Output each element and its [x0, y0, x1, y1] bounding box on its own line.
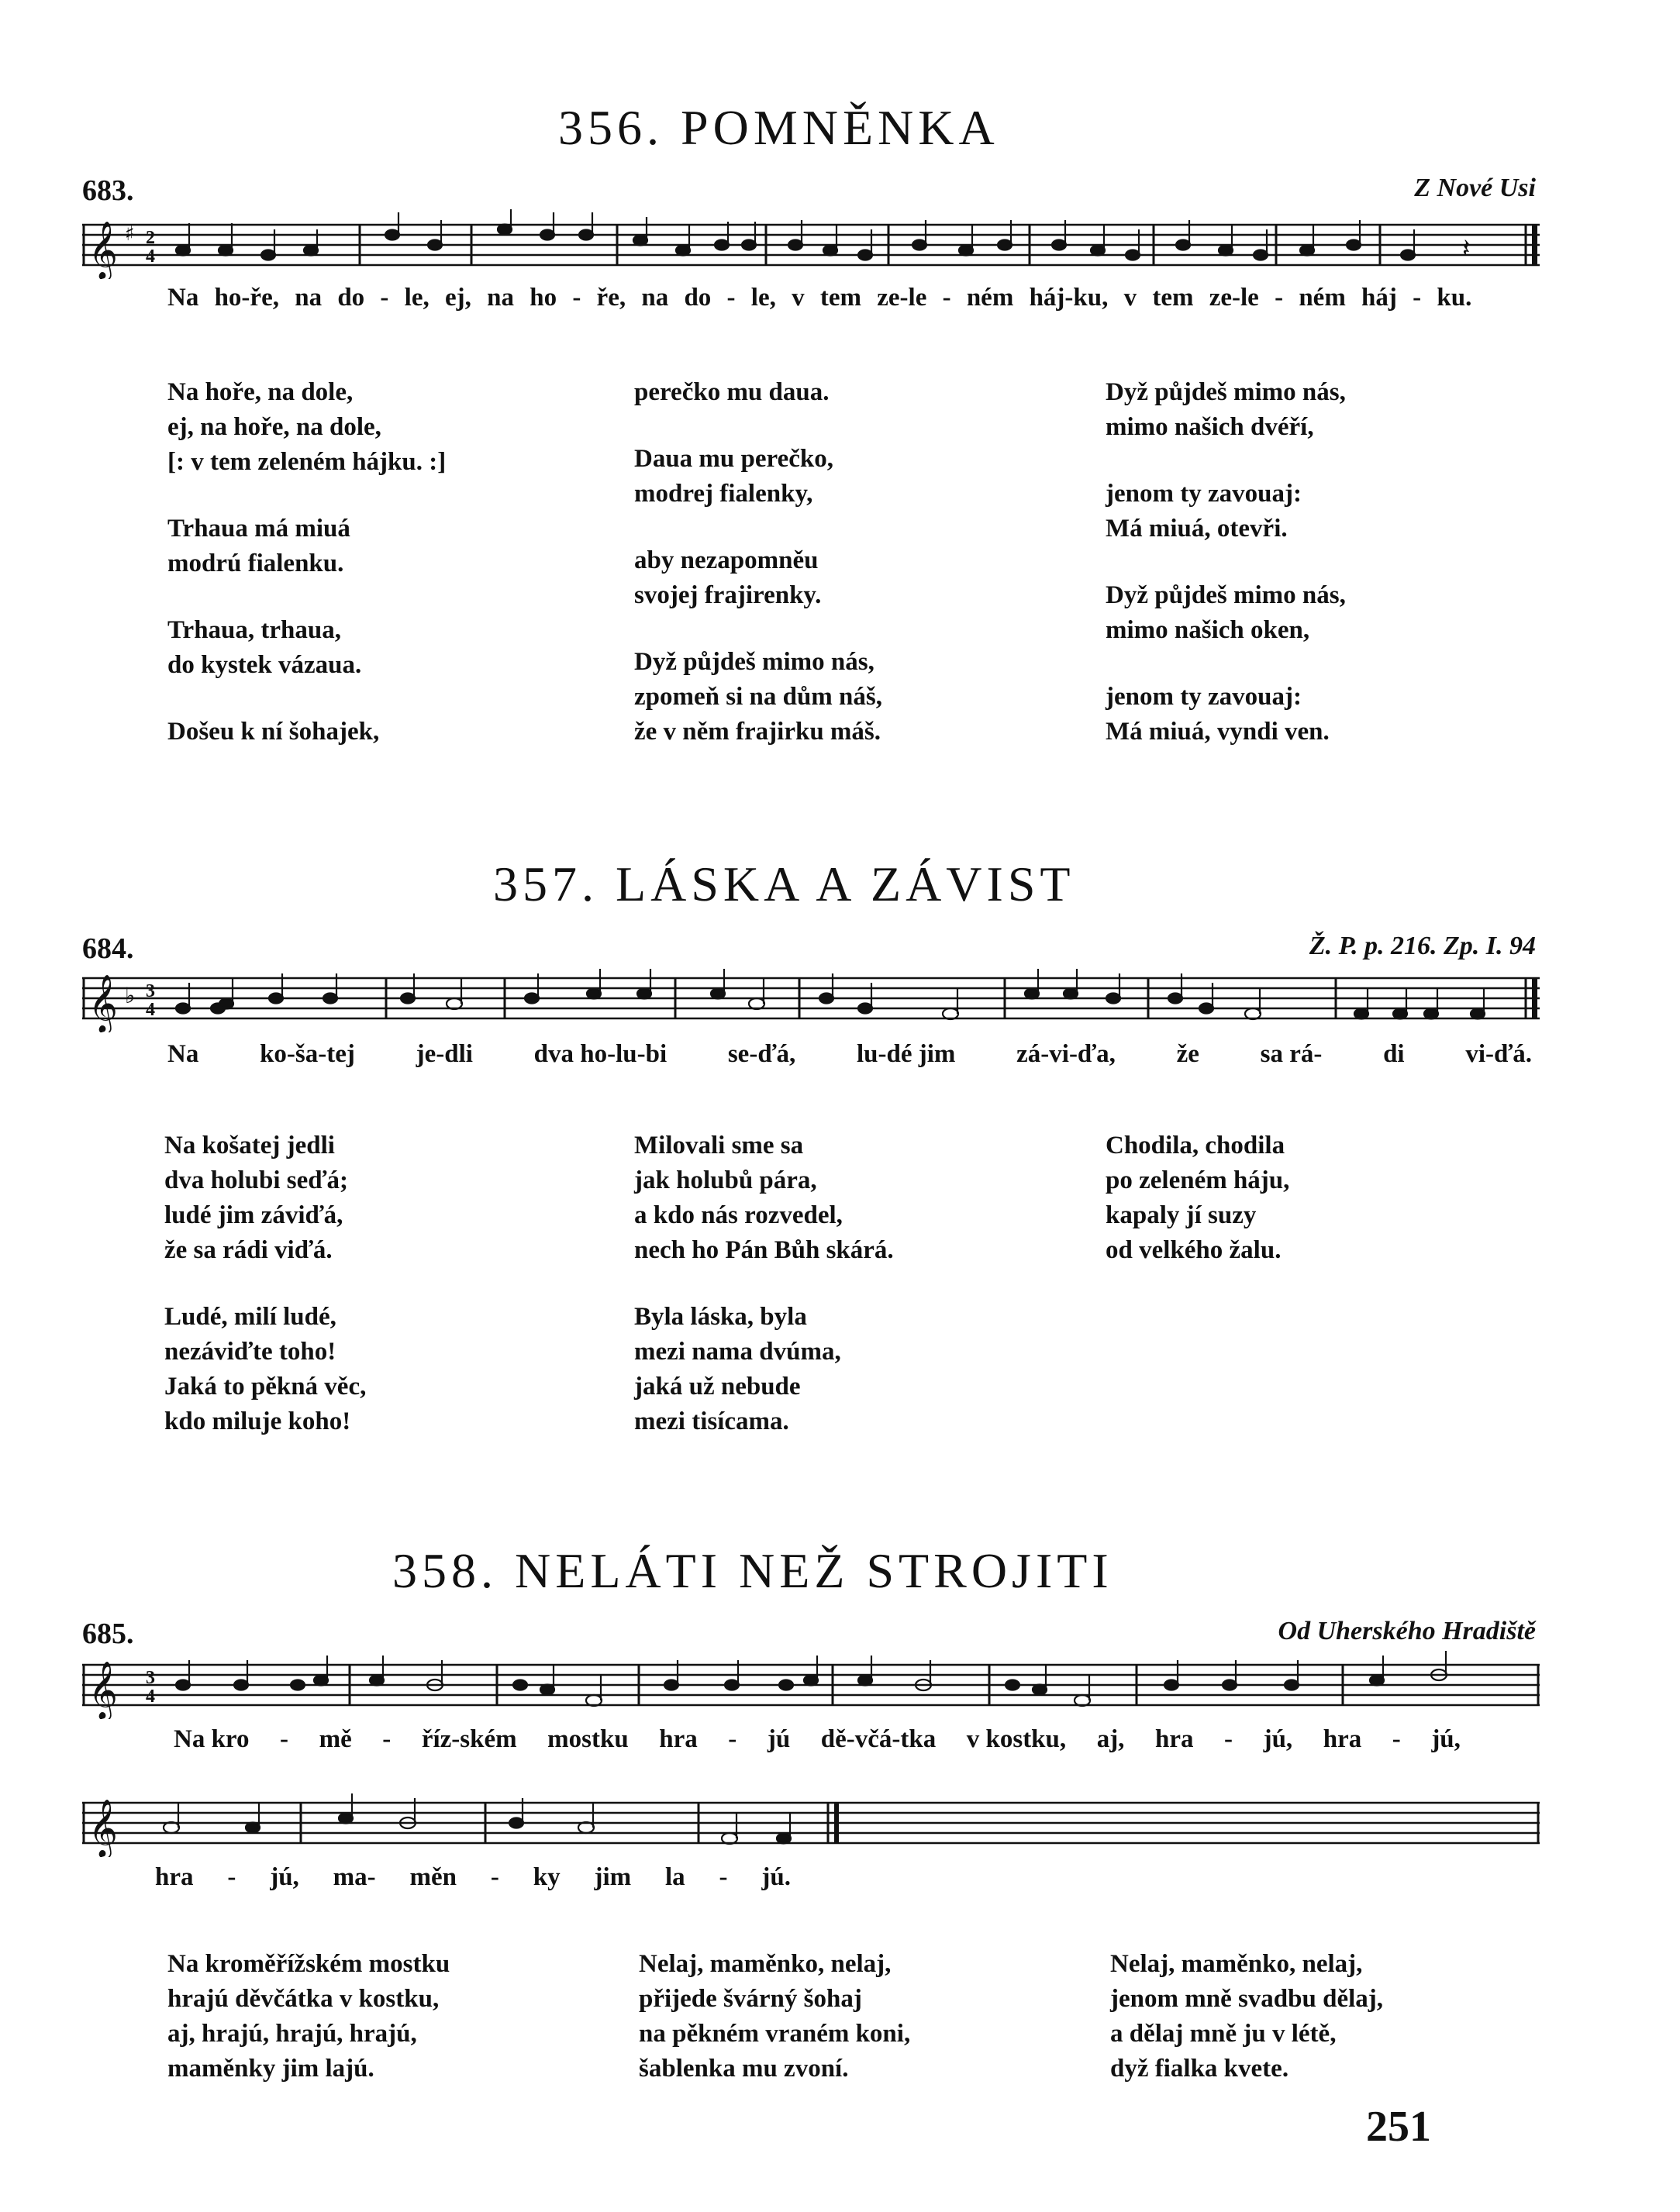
- melody-source-684: Ž. P. p. 216. Zp. I. 94: [1309, 932, 1536, 960]
- verse-line: že sa rádi viďá.: [164, 1236, 333, 1264]
- verse-line: jak holubů pára,: [634, 1166, 817, 1194]
- verse-line: ludé jim záviďá,: [164, 1201, 343, 1229]
- lyric-syllable: jú.: [761, 1863, 791, 1891]
- verse-line: modrú fialenku.: [167, 550, 344, 577]
- lyrics-683: Na ho-ře, na do - le, ej, na ho - ře, na do - le, v tem ze-le - ném háj-ku, v tem ze-le - ném háj - ku.: [167, 284, 1472, 312]
- verse-line: modrej fialenky,: [634, 480, 813, 508]
- verse-line: od velkého žalu.: [1106, 1236, 1282, 1264]
- verse-line: šablenka mu zvoní.: [639, 2055, 849, 2083]
- svg-text:♯: ♯: [125, 222, 135, 246]
- verse-line: po zeleném háju,: [1106, 1166, 1290, 1194]
- stanza-gap: [634, 512, 882, 543]
- verse-line: a kdo nás rozvedel,: [634, 1201, 843, 1229]
- lyric-syllable: la: [664, 1863, 685, 1891]
- verse-line: mimo našich oken,: [1106, 616, 1310, 644]
- lyric-syllable: mostku: [547, 1725, 629, 1753]
- lyric-syllable: Na kro: [174, 1725, 250, 1753]
- lyric-syllable: měn: [409, 1863, 457, 1891]
- lyric-syllable: mě: [319, 1725, 352, 1753]
- music-staff-684: [82, 963, 1540, 1032]
- verse-line: jenom ty zavouaj:: [1106, 480, 1302, 508]
- music-staff-685-line1: [82, 1649, 1540, 1719]
- lyric-syllable: ko-ša-tej: [260, 1040, 355, 1068]
- lyric-syllable: jú,: [1263, 1725, 1293, 1753]
- verse-line: svojej frajirenky.: [634, 581, 822, 609]
- verse-line: Dyž půjdeš mimo nás,: [634, 648, 874, 676]
- lyric-syllable: -: [1224, 1725, 1233, 1753]
- lyric-syllable: -: [382, 1725, 392, 1753]
- verse-column-356-3: [1106, 375, 1346, 749]
- verse-line: Na košatej jedli: [164, 1132, 335, 1159]
- stanza-gap: [167, 683, 446, 715]
- stanza-gap: [1106, 546, 1346, 578]
- verse-line: Trhaua má miuá: [167, 515, 350, 543]
- verse-line: jaká už nebude: [634, 1373, 801, 1401]
- lyric-syllable: -: [227, 1863, 236, 1891]
- verse-line: jenom ty zavouaj:: [1106, 683, 1302, 711]
- verse-line: maměnky jim lajú.: [167, 2055, 374, 2083]
- verse-line: dyž fialka kvete.: [1110, 2055, 1289, 2083]
- lyric-syllable: di: [1383, 1040, 1405, 1068]
- verse-line: Trhaua, trhaua,: [167, 616, 342, 644]
- melody-number-684: 684.: [82, 932, 134, 965]
- lyric-syllable: ma-: [333, 1863, 376, 1891]
- svg-text:𝄽: 𝄽: [1462, 233, 1471, 264]
- music-staff-683: [82, 209, 1540, 279]
- verse-line: mezi tisícama.: [634, 1407, 789, 1435]
- lyric-syllable: jú,: [1431, 1725, 1461, 1753]
- stanza-gap: [634, 410, 882, 442]
- lyric-syllable: jú,: [270, 1863, 299, 1891]
- lyric-syllable: aj,: [1096, 1725, 1125, 1753]
- staff-graphic: [82, 963, 1540, 1032]
- verse-line: Má miuá, vyndi ven.: [1106, 718, 1330, 746]
- stanza-gap: [1106, 445, 1346, 477]
- song-title-356: 356. POMNĚNKA: [558, 100, 999, 155]
- verse-line: Na kroměřížském mostku: [167, 1950, 450, 1978]
- verse-column-357-2: [634, 1128, 894, 1439]
- lyrics-684: [167, 1040, 1532, 1069]
- verse-line: mezi nama dvúma,: [634, 1338, 841, 1366]
- verse-column-358-3: [1110, 1947, 1383, 2086]
- lyric-syllable: dva ho-lu-bi: [533, 1040, 668, 1068]
- verse-column-358-1: [167, 1947, 450, 2086]
- svg-text:♭: ♭: [125, 983, 136, 1008]
- verse-line: Došeu k ní šohajek,: [167, 718, 380, 746]
- verse-column-358-2: [639, 1947, 910, 2086]
- verse-line: a dělaj mně ju v létě,: [1110, 2020, 1337, 2048]
- verse-line: aj, hrajú, hrajú, hrajú,: [167, 2020, 417, 2048]
- lyric-syllable: že: [1176, 1040, 1199, 1068]
- verse-line: Chodila, chodila: [1106, 1132, 1285, 1159]
- lyric-syllable: ky: [533, 1863, 561, 1891]
- lyric-syllable: -: [490, 1863, 499, 1891]
- lyric-syllable: hra: [1323, 1725, 1362, 1753]
- verse-line: jenom mně svadbu dělaj,: [1110, 1985, 1384, 2013]
- svg-text:4: 4: [146, 246, 155, 267]
- verse-line: aby nezapomněu: [634, 546, 819, 574]
- lyric-syllable: v kostku,: [966, 1725, 1067, 1753]
- verse-line: hrajú děvčátka v kostku,: [167, 1985, 440, 2013]
- svg-text:3: 3: [146, 1668, 155, 1688]
- verse-column-356-2: [634, 375, 882, 749]
- verse-column-357-3: [1106, 1128, 1289, 1268]
- melody-source-683: Z Nové Usi: [1414, 174, 1536, 202]
- verse-line: ej, na hoře, na dole,: [167, 413, 381, 441]
- lyric-syllable: je-dli: [416, 1040, 473, 1068]
- lyric-syllable: jim: [594, 1863, 632, 1891]
- stanza-gap: [634, 1268, 894, 1300]
- song-title-357: 357. LÁSKA A ZÁVIST: [493, 856, 1075, 911]
- verse-line: Na hoře, na dole,: [167, 378, 354, 406]
- verse-column-357-1: [164, 1128, 366, 1439]
- lyric-syllable: sa rá-: [1260, 1040, 1323, 1068]
- verse-line: mimo našich dvéří,: [1106, 413, 1314, 441]
- melody-number-685: 685.: [82, 1618, 134, 1650]
- lyric-syllable: dě-včá-tka: [820, 1725, 937, 1753]
- svg-text:𝄞: 𝄞: [88, 1800, 118, 1857]
- verse-line: že v něm frajirku máš.: [634, 718, 881, 746]
- lyric-syllable: hra: [155, 1863, 194, 1891]
- lyric-syllable: vi-ďá.: [1465, 1040, 1532, 1068]
- verse-line: Ludé, milí ludé,: [164, 1303, 336, 1331]
- verse-line: na pěkném vraném koni,: [639, 2020, 911, 2048]
- melody-number-683: 683.: [82, 174, 134, 207]
- verse-line: Byla láska, byla: [634, 1303, 807, 1331]
- lyric-syllable: -: [280, 1725, 289, 1753]
- verse-line: perečko mu daua.: [634, 378, 830, 406]
- svg-text:2: 2: [146, 228, 155, 248]
- staff-graphic: [82, 209, 1540, 279]
- svg-text:4: 4: [146, 1687, 155, 1707]
- svg-text:4: 4: [146, 1000, 155, 1020]
- lyric-syllable: zá-vi-ďa,: [1016, 1040, 1116, 1068]
- stanza-gap: [164, 1268, 366, 1300]
- lyrics-685-line2: [155, 1863, 791, 1892]
- svg-text:𝄞: 𝄞: [88, 222, 118, 279]
- lyric-syllable: Na: [167, 1040, 199, 1068]
- stanza-gap: [1106, 648, 1346, 680]
- song-title-358: 358. NELÁTI NEŽ STROJITI: [392, 1543, 1113, 1598]
- lyric-syllable: se-ďá,: [727, 1040, 796, 1068]
- lyric-syllable: -: [1392, 1725, 1401, 1753]
- verse-line: zpomeň si na dům náš,: [634, 683, 882, 711]
- stanza-gap: [634, 613, 882, 645]
- page-number: 251: [1366, 2103, 1431, 2151]
- verse-line: Dyž půjdeš mimo nás,: [1106, 581, 1346, 609]
- verse-line: Jaká to pěkná věc,: [164, 1373, 367, 1401]
- verse-line: kdo miluje koho!: [164, 1407, 351, 1435]
- verse-line: nezáviďte toho!: [164, 1338, 336, 1366]
- melody-source-685: Od Uherského Hradiště: [1278, 1617, 1536, 1645]
- verse-line: [: v tem zeleném hájku. :]: [167, 448, 447, 476]
- verse-line: nech ho Pán Bůh skárá.: [634, 1236, 894, 1264]
- staff-graphic: [82, 1649, 1540, 1719]
- lyrics-685-line1: [174, 1725, 1461, 1754]
- svg-text:𝄞: 𝄞: [88, 1662, 118, 1719]
- svg-text:𝄞: 𝄞: [88, 975, 118, 1032]
- staff-graphic: [82, 1787, 1540, 1857]
- lyric-syllable: hra: [659, 1725, 698, 1753]
- verse-column-356-1: [167, 375, 446, 749]
- music-staff-685-line2: [82, 1787, 1540, 1857]
- verse-line: Daua mu perečko,: [634, 445, 833, 473]
- verse-line: přijede švárný šohaj: [639, 1985, 862, 2013]
- verse-line: kapaly jí suzy: [1106, 1201, 1257, 1229]
- verse-line: Nelaj, maměnko, nelaj,: [639, 1950, 892, 1978]
- verse-line: dva holubi seďá;: [164, 1166, 348, 1194]
- lyric-syllable: říz-ském: [421, 1725, 517, 1753]
- lyric-syllable: lu-dé jim: [857, 1040, 956, 1068]
- lyric-syllable: -: [728, 1725, 737, 1753]
- verse-line: Má miuá, otevři.: [1106, 515, 1288, 543]
- lyric-syllable: -: [719, 1863, 728, 1891]
- svg-text:3: 3: [146, 981, 155, 1001]
- verse-line: Nelaj, maměnko, nelaj,: [1110, 1950, 1363, 1978]
- verse-line: Dyž půjdeš mimo nás,: [1106, 378, 1346, 406]
- lyric-syllable: hra: [1154, 1725, 1194, 1753]
- lyric-syllable: jú: [767, 1725, 791, 1753]
- verse-line: Milovali sme sa: [634, 1132, 804, 1159]
- verse-line: do kystek vázaua.: [167, 651, 362, 679]
- stanza-gap: [167, 480, 446, 512]
- stanza-gap: [167, 581, 446, 613]
